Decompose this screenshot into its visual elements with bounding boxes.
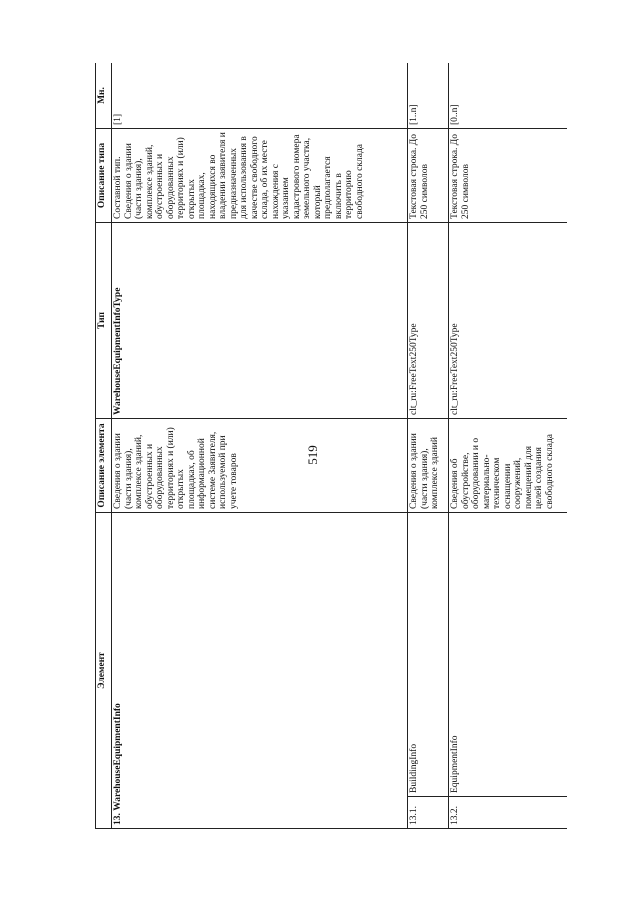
table-row — [449, 63, 568, 829]
element-description: Сведения о здании (части здания), комплексе зданий, обустроенных и оборудованных территориях и (или) открытых площадках, об информационной системе Заявителя, используемой при учете товаров — [112, 418, 408, 512]
element-name: EquipmentInfo — [449, 512, 568, 796]
element-description: Сведения о здании (части здания), комплексе зданий — [408, 418, 449, 512]
page-number: 519 — [305, 445, 320, 465]
element-description: Сведения об обустройстве, оборудовании и о материально-техническом оснащении сооружений, помещений для целей создания свободного склада — [449, 418, 568, 512]
multiplicity: [1..n] — [408, 63, 449, 128]
type-name: clt_ru:FreeText250Type — [449, 222, 568, 418]
element-name: WarehouseEquipmentInfo — [113, 703, 123, 811]
type-name: WarehouseEquipmentInfoType — [112, 222, 408, 418]
header-element-description: Описание элемента — [96, 418, 112, 512]
header-type-description: Описание типа — [96, 128, 112, 222]
header-type: Тип — [96, 222, 112, 418]
element-name: BuildingInfo — [408, 512, 449, 796]
multiplicity: [0..n] — [449, 63, 568, 128]
type-description: Текстовая строка. До 250 символов — [449, 128, 568, 222]
element-cell — [112, 512, 408, 828]
rotated-page-area — [95, 63, 567, 829]
row-number: 13.1. — [408, 797, 449, 829]
header-element: Элемент — [96, 512, 112, 828]
table-header-row — [96, 63, 112, 829]
type-description: Составной тип. Сведения о здании (части здания), комплексе зданий, обустроенных и оборудованных территориях и (или) открытых площадках, находящихся во владении заявителя и предназначенных для использования в качестве свободного склада, об их месте нахождения с указанием кадастрового номера земельного участка, который предполагается включить в территорию свободного склада — [112, 128, 408, 222]
table-row — [408, 63, 449, 829]
row-number: 13.2. — [449, 797, 568, 829]
type-name: clt_ru:FreeText250Type — [408, 222, 449, 418]
table-row — [112, 63, 408, 829]
type-description: Текстовая строка. До 250 символов — [408, 128, 449, 222]
element-description-table — [95, 63, 567, 829]
row-number: 13. — [113, 813, 123, 825]
header-multiplicity: Мн. — [96, 63, 112, 128]
rotated-table-container — [95, 63, 567, 829]
multiplicity: [1] — [112, 63, 408, 128]
